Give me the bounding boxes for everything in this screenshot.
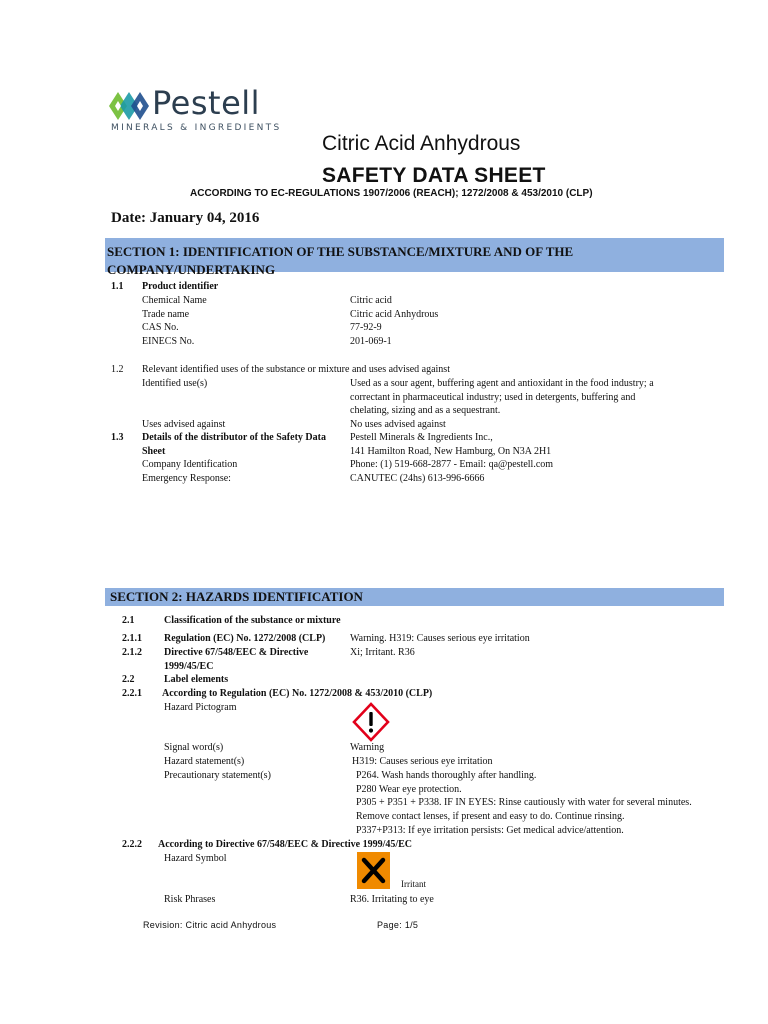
- risk-phrases-label: Risk Phrases: [164, 894, 216, 905]
- s2-1-2-title-line2: 1999/45/EC: [164, 661, 214, 672]
- precautionary-label: Precautionary statement(s): [164, 770, 271, 781]
- s2-2-title: Label elements: [164, 674, 229, 685]
- brand-name: Pestell: [152, 84, 261, 122]
- s2-2-2-title: According to Directive 67/548/EEC & Directive 1999/45/EC: [158, 839, 413, 850]
- identified-uses-line1: Used as a sour agent, buffering agent and antioxidant in the food industry; a: [350, 378, 654, 389]
- signal-word-value: Warning: [350, 742, 385, 753]
- identified-uses-label: Identified use(s): [142, 378, 208, 389]
- footer-revision: Revision: Citric acid Anhydrous: [143, 920, 277, 930]
- irritant-x-icon: [357, 852, 390, 889]
- irritant-caption: Irritant: [401, 879, 426, 889]
- emergency-label: Emergency Response:: [142, 473, 231, 484]
- precaution-p305-continued: Remove contact lenses, if present and easy to do. Continue rinsing.: [356, 811, 625, 822]
- s1-1-title: Product identifier: [142, 281, 219, 292]
- s2-2-2-number: 2.2.2: [122, 839, 142, 850]
- chemical-name-value: Citric acid: [350, 295, 392, 306]
- distributor-line1: Pestell Minerals & Ingredients Inc.,: [350, 432, 493, 443]
- s2-1-2-value: Xi; Irritant. R36: [350, 647, 415, 658]
- section1-heading-line1: SECTION 1: IDENTIFICATION OF THE SUBSTANCE/MIXTURE AND OF THE: [107, 244, 574, 259]
- precaution-p280: P280 Wear eye protection.: [356, 784, 462, 795]
- s2-2-number: 2.2: [122, 674, 135, 685]
- hazard-pictogram-label: Hazard Pictogram: [164, 702, 237, 713]
- s2-1-2-title-line1: Directive 67/548/EEC & Directive: [164, 647, 309, 658]
- s1-3-title-line2: Sheet: [142, 446, 166, 457]
- s1-3-number: 1.3: [111, 432, 124, 443]
- document-title: SAFETY DATA SHEET: [322, 164, 546, 187]
- precaution-p337: P337+P313: If eye irritation persists: Get medical advice/attention.: [356, 825, 624, 836]
- company-id-label: Company Identification: [142, 459, 238, 470]
- s1-1-number: 1.1: [111, 281, 124, 292]
- einecs-value: 201-069-1: [350, 336, 392, 347]
- s1-2-title: Relevant identified uses of the substance or mixture and uses advised against: [142, 364, 450, 375]
- uses-advised-label: Uses advised against: [142, 419, 226, 430]
- hazard-statement-value: H319: Causes serious eye irritation: [352, 756, 493, 767]
- product-title: Citric Acid Anhydrous: [322, 132, 521, 155]
- hazard-statement-label: Hazard statement(s): [164, 756, 245, 767]
- identified-uses-line3: chelating, sizing and as a sequestrant.: [350, 405, 501, 416]
- s2-1-title: Classification of the substance or mixture: [164, 615, 341, 626]
- risk-phrases-value: R36. Irritating to eye: [350, 894, 434, 905]
- precaution-p264: P264. Wash hands thoroughly after handling.: [356, 770, 537, 781]
- s2-1-1-title: Regulation (EC) No. 1272/2008 (CLP): [164, 633, 326, 644]
- trade-name-label: Trade name: [142, 309, 190, 320]
- s2-1-1-number: 2.1.1: [122, 633, 142, 644]
- s2-1-2-number: 2.1.2: [122, 647, 142, 658]
- brand-tagline: MINERALS & INGREDIENTS: [111, 123, 282, 133]
- section2-heading: SECTION 2: HAZARDS IDENTIFICATION: [110, 589, 363, 604]
- distributor-line2: 141 Hamilton Road, New Hamburg, On N3A 2H1: [350, 446, 552, 457]
- document-date: Date: January 04, 2016: [111, 210, 260, 226]
- section1-heading-line2: COMPANY/UNDERTAKING: [107, 262, 276, 277]
- identified-uses-line2: correctant in pharmaceutical industry; used in detergents, buffering and: [350, 392, 636, 403]
- s1-3-title-line1: Details of the distributor of the Safety Data: [142, 432, 326, 443]
- cas-label: CAS No.: [142, 322, 179, 333]
- s2-1-number: 2.1: [122, 615, 135, 626]
- trade-name-value: Citric acid Anhydrous: [350, 309, 439, 320]
- precaution-p305: P305 + P351 + P338. IF IN EYES: Rinse cautiously with water for several minutes.: [356, 797, 692, 808]
- uses-advised-value: No uses advised against: [350, 419, 446, 430]
- chemical-name-label: Chemical Name: [142, 295, 207, 306]
- cas-value: 77-92-9: [350, 322, 382, 333]
- regulations-subtitle: ACCORDING TO EC-REGULATIONS 1907/2006 (REACH); 1272/2008 & 453/2010 (CLP): [190, 188, 593, 199]
- s2-2-1-number: 2.2.1: [122, 688, 142, 699]
- signal-word-label: Signal word(s): [164, 742, 224, 753]
- einecs-label: EINECS No.: [142, 336, 195, 347]
- emergency-value: CANUTEC (24hs) 613-996-6666: [350, 473, 485, 484]
- s1-2-number: 1.2: [111, 364, 124, 375]
- s2-2-1-title: According to Regulation (EC) No. 1272/2008 & 453/2010 (CLP): [162, 688, 433, 699]
- ghs-exclamation-icon: [352, 702, 390, 742]
- footer-page-number: Page: 1/5: [377, 920, 419, 930]
- s2-1-1-value: Warning. H319: Causes serious eye irritation: [350, 633, 530, 644]
- hazard-symbol-label: Hazard Symbol: [164, 853, 227, 864]
- company-id-value: Phone: (1) 519-668-2877 - Email: qa@pestell.com: [350, 459, 554, 470]
